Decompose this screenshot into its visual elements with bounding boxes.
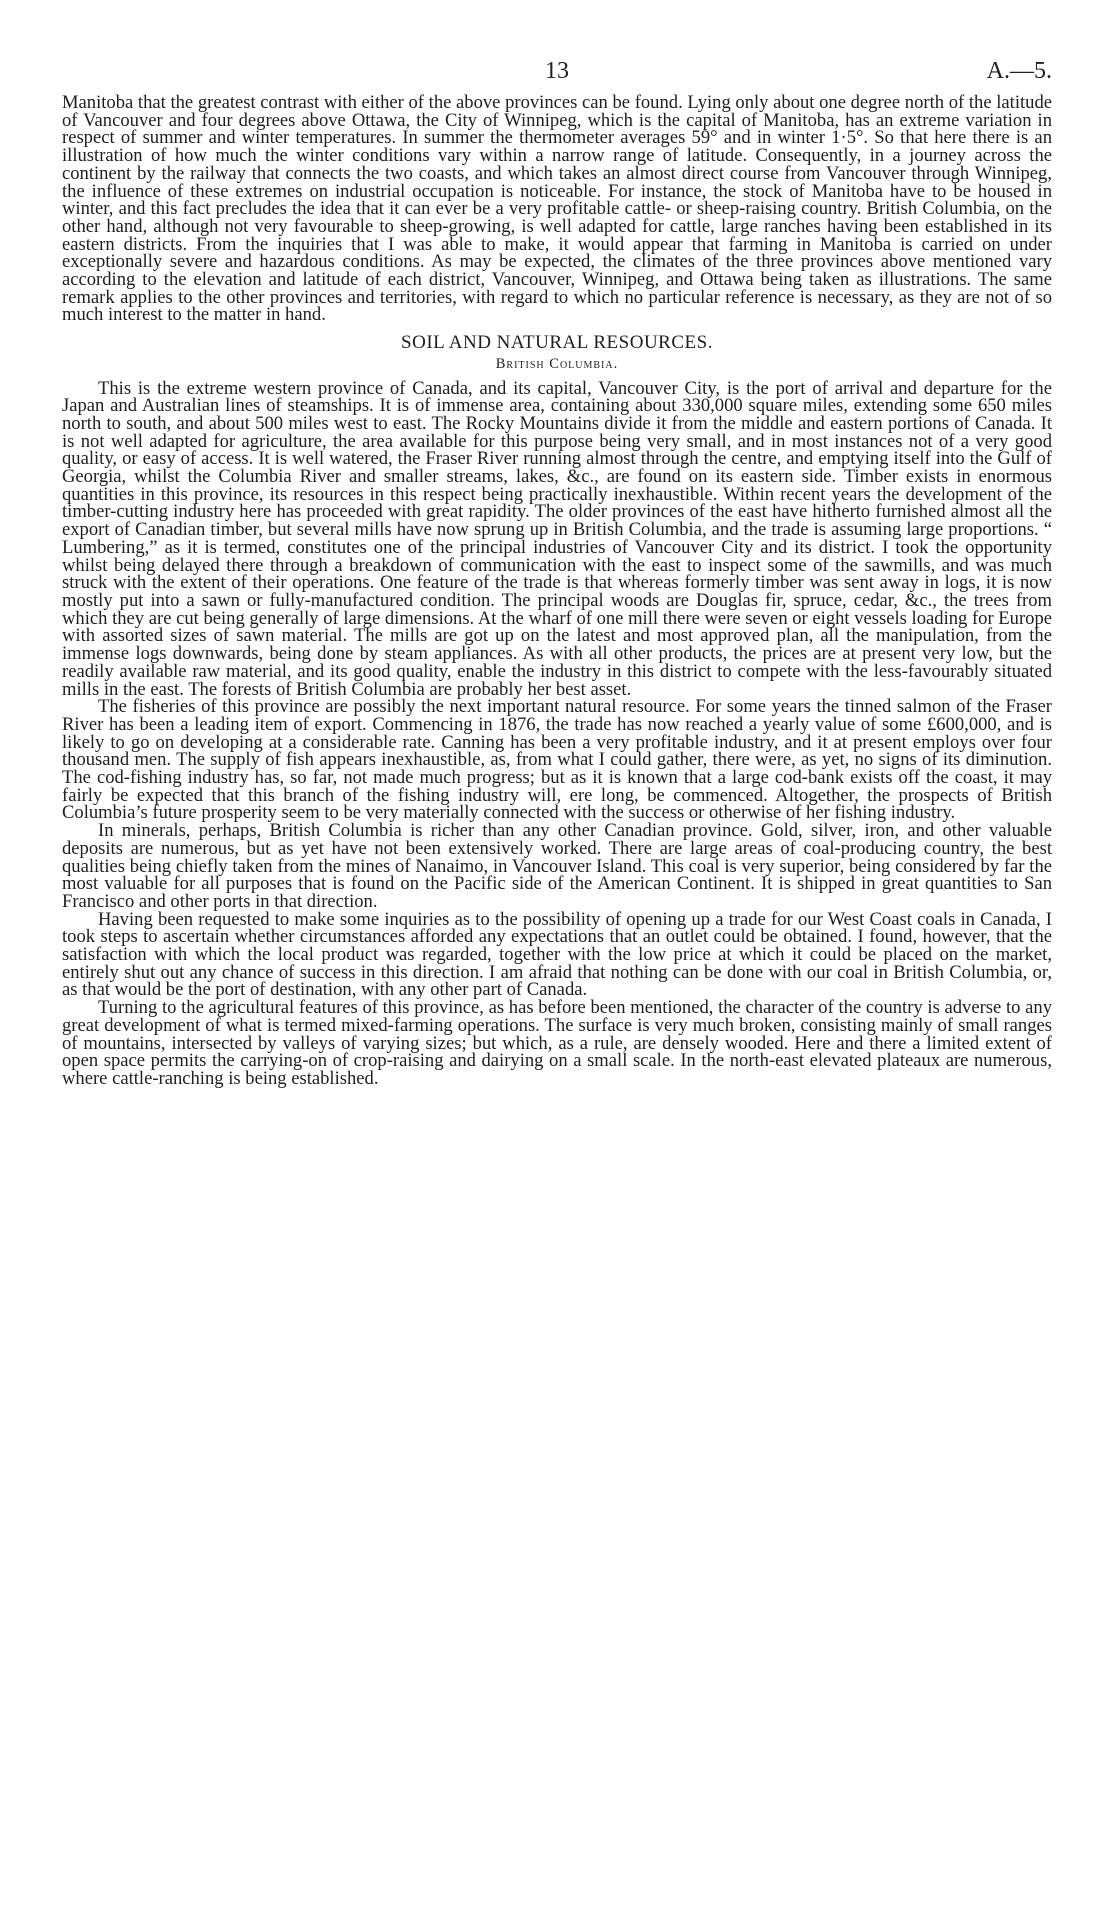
paragraph-fisheries: The fisheries of this province are possibly the next important natural resource. For some years the tinned salmon of the Fraser River has been a leading item of export. Commencing in 1876, the trade has now reached a yearly value of some £600,000, and is likely to go on developing at a considerable rate. Canning has been a very profitable industry, and it at present employs over four thousand men. The supply of fish appears inexhaustible, as, from what I could gather, there were, as yet, no signs of its diminution. The cod-fishing industry has, so far, not made much progress; but as it is known that a large cod-bank exists off the coast, it may fairly be expected that this branch of the fishing industry will, ere long, be commenced. Altogether, the prospects of British Columbia’s future prosperity seem to be very materially connected with the success or otherwise of her fishing industry. [62, 696, 1052, 824]
page-number: 13 [545, 58, 569, 84]
section-heading: SOIL AND NATURAL RESOURCES. [401, 332, 713, 354]
body-text [62, 94, 1052, 1088]
paragraph-minerals: In minerals, perhaps, British Columbia is richer than any other Canadian province. Gold, silver, iron, and other valuable deposits are numerous, but as yet have not been extensively worked. There are large areas of coal-producing country, the best qualities being chiefly taken from the mines of Nanaimo, in Vancouver Island. This coal is very superior, being considered by far the most valuable for all purposes that is found on the Pacific side of the American Continent. It is shipped in great quantities to San Francisco and other ports in that direction. [62, 820, 1052, 912]
paragraph-timber: This is the extreme western province of Canada, and its capital, Vancouver City, is the port of arrival and departure for the Japan and Australian lines of steamships. It is of immense area, containing about 330,000 square miles, extending some 650 miles north to south, and about 500 miles west to east. The Rocky Mountains divide it from the middle and eastern portions of Canada. It is not well adapted for agriculture, the area available for this purpose being very small, and in most instances not of a very good quality, or easy of access. It is well watered, the Fraser River running almost through the centre, and emptying itself into the Gulf of Georgia, whilst the Columbia River and smaller streams, lakes, &c., are found on its eastern side. Timber exists in enormous quantities in this province, its resources in this respect being practically inexhaustible. Within recent years the development of the timber-cutting industry here has proceeded with great rapidity. The older provinces of the east have hitherto furnished almost all the export of Canadian timber, but several mills have now sprung up in British Columbia, and the trade is assuming large proportions. “ Lumbering,” as it is termed, constitutes one of the principal industries of Vancouver City and its district. I took the opportunity whilst being delayed there through a breakdown of communication with the east to inspect some of the sawmills, and was much struck with the extent of their operations. One feature of the trade is that whereas formerly timber was sent away in logs, it is now mostly put into a sawn or fully-manufactured condition. The principal woods are Douglas fir, spruce, cedar, &c., the trees from which they are cut being generally of large dimensions. At the wharf of one mill there were seven or eight vessels loading for Europe with assorted sizes of sawn material. The mills are got up on the latest and most approved plan, all the manipulation, from the immense logs downwards, being done by steam appliances. As with all other products, the prices are at present very low, but the readily available raw material, and its good quality, enable the industry in this district to compete with the less-favourably situated mills in the east. The forests of British Columbia are probably her best asset. [62, 377, 1052, 700]
subsection-heading: British Columbia. [495, 355, 619, 372]
document-reference: A.—5. [986, 58, 1052, 84]
intro-paragraph: Manitoba that the greatest contrast with either of the above provinces can be found. Lying only about one degree north of the latitude of Vancouver and four degrees above Ottawa, the City of Winnipeg, which is the capital of Manitoba, has an extreme variation in respect of summer and winter temperatures. In summer the thermometer averages 59° and in winter 1·5°. So that here there is an illustration of how much the winter conditions vary within a narrow range of latitude. Consequently, in a journey across the continent by the railway that connects the two coasts, and which takes an almost direct course from Vancouver through Winnipeg, the influence of these extremes on industrial occupation is noticeable. For instance, the stock of Manitoba have to be housed in winter, and this fact precludes the idea that it can ever be a very profitable cattle- or sheep-raising country. British Columbia, on the other hand, although not very favourable to sheep-growing, is well adapted for cattle, large ranches having been established in its eastern districts. From the inquiries that I was able to make, it would appear that farming in Manitoba is carried on under exceptionally severe and hazardous conditions. As may be expected, the climates of the three provinces above mentioned vary according to the elevation and latitude of each district, Vancouver, Winnipeg, and Ottawa being taken as illustrations. The same remark applies to the other provinces and territories, with regard to which no particular reference is necessary, as they are not of so much interest to the matter in hand. [62, 92, 1052, 326]
paragraph-agriculture: Turning to the agricultural features of this province, as has before been mentioned, the character of the country is adverse to any great development of what is termed mixed-farming operations. The surface is very much broken, consisting mainly of small ranges of mountains, intersected by valleys of varying sizes; but which, as a rule, are densely wooded. Here and there a limited extent of open space permits the carrying-on of crop-raising and dairying on a small scale. In the north-east elevated plateaux are numerous, where cattle-ranching is being established. [62, 997, 1052, 1089]
page-header [62, 58, 1052, 94]
paragraph-coal-trade: Having been requested to make some inquiries as to the possibility of opening up a trade for our West Coast coals in Canada, I took steps to ascertain whether circumstances afforded any expectations that an outlet could be obtained. I found, however, that the satisfaction with which the local product was regarded, together with the low price at which it could be placed on the market, entirely shut out any chance of success in this direction. I am afraid that nothing can be done with our coal in British Columbia, or, as that would be the port of destination, with any other part of Canada. [62, 908, 1052, 1001]
